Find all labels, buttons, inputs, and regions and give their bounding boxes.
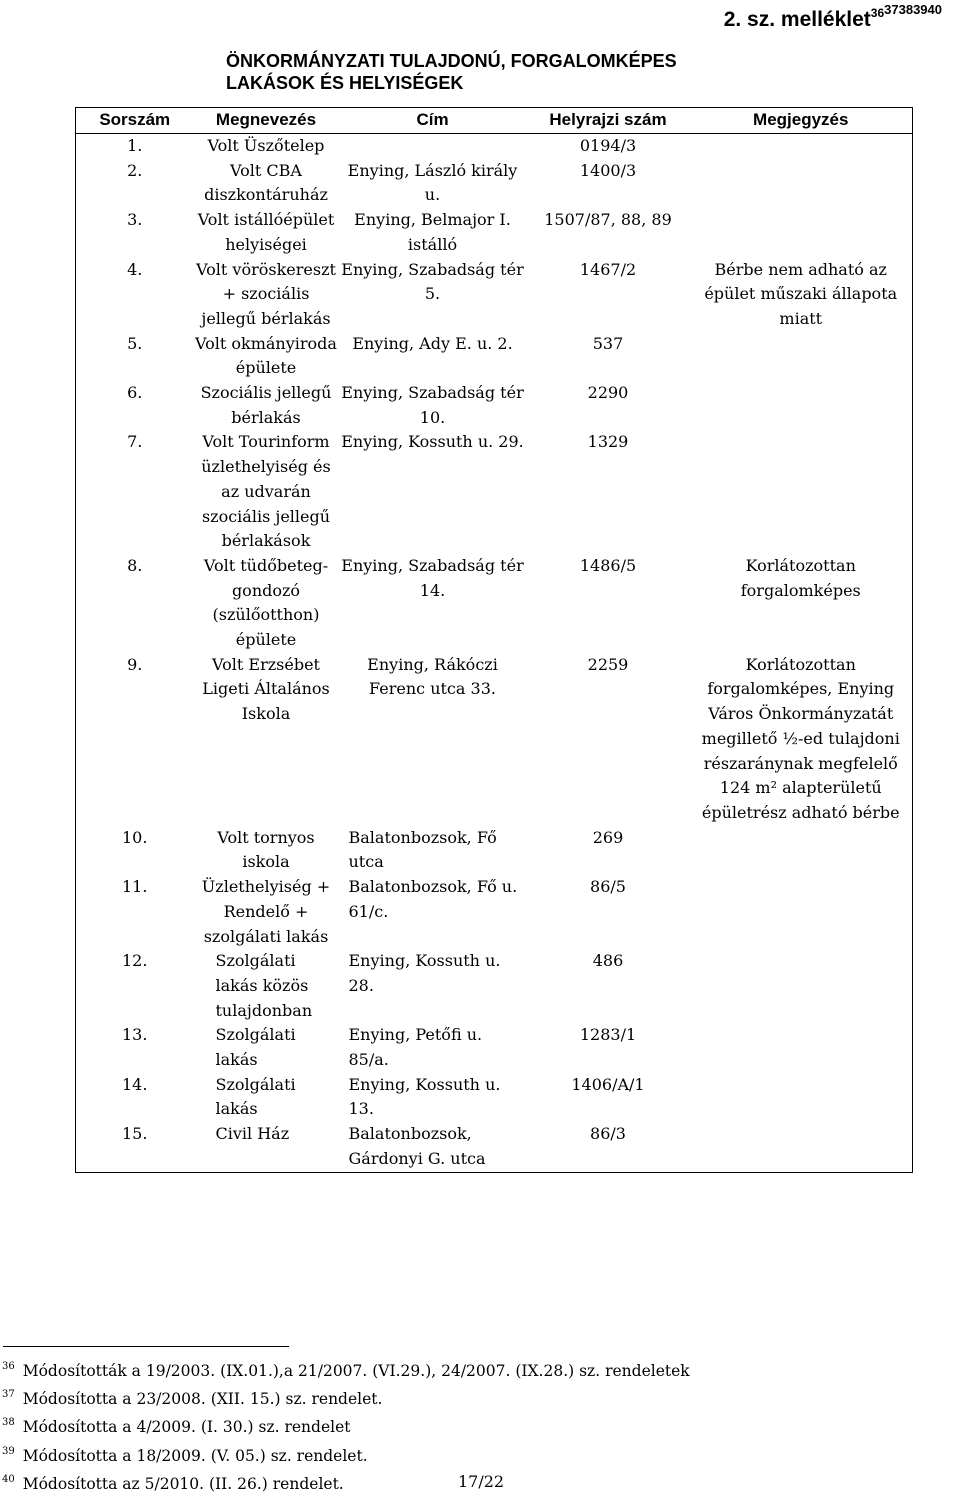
row-name: Üzlethelyiség + Rendelő + szolgálati lakás	[201, 877, 331, 946]
table-row	[76, 826, 913, 875]
property-table	[75, 107, 913, 1173]
table-row	[76, 875, 913, 949]
footnote-ref: 38	[2, 1417, 15, 1429]
footnote-separator	[3, 1346, 289, 1347]
row-address: Balatonbozsok, Fő utca	[348, 827, 497, 872]
row-name: Volt okmányiroda épülete	[195, 333, 337, 378]
row-note	[690, 430, 913, 554]
row-note	[690, 381, 913, 430]
row-name: Volt Tourinform üzlethelyiség és az udvarán szociális jellegű bérlakások	[201, 432, 331, 551]
footnote	[2, 1355, 690, 1383]
row-number: 10.	[76, 826, 194, 875]
row-address: Enying, László király u.	[347, 160, 518, 205]
footnote	[2, 1440, 690, 1468]
footnote-text: Módosította az 5/2010. (II. 26.) rendelet.	[22, 1474, 344, 1493]
row-lot-number: 86/3	[527, 1122, 690, 1172]
row-name: Civil Ház	[194, 1122, 339, 1172]
row-name: Volt tüdőbeteg-gondozó (szülőotthon) épülete	[203, 555, 329, 650]
row-address: Enying, Petőfi u. 85/a.	[348, 1025, 483, 1070]
footnote-text: Módosította a 23/2008. (XII. 15.) sz. rendelet.	[22, 1390, 383, 1409]
footnote-ref: 40	[2, 1473, 15, 1485]
row-address: Enying, Szabadság tér 14.	[341, 555, 524, 600]
row-note: Bérbe nem adható az épület műszaki állapota miatt	[690, 258, 913, 332]
footnote-ref: 36	[2, 1361, 15, 1372]
row-number: 15.	[76, 1122, 194, 1172]
table-row	[76, 554, 913, 653]
footnote-text: Módosította a 4/2009. (I. 30.) sz. rendelet	[22, 1418, 351, 1437]
row-name: Volt Üszőtelep	[207, 136, 325, 155]
row-number: 8.	[76, 554, 194, 653]
row-lot-number: 2259	[587, 654, 629, 674]
row-address: Enying, Szabadság tér 10.	[341, 383, 524, 427]
header-megnevezes: Megnevezés	[194, 108, 339, 134]
row-note	[690, 134, 913, 159]
table-row	[76, 208, 913, 257]
table-row	[76, 653, 913, 826]
row-number: 12.	[76, 949, 194, 1023]
header-megjegyzes: Megjegyzés	[690, 108, 913, 134]
row-address: Enying, Szabadság tér 5.	[341, 259, 524, 304]
row-address: Enying, Ady E. u. 2.	[352, 333, 513, 353]
row-lot-number: 537	[592, 333, 624, 353]
row-lot-number: 486	[592, 951, 624, 971]
row-name: Volt Erzsébet Ligeti Általános Iskola	[202, 654, 330, 724]
row-lot-number: 1406/A/1	[571, 1074, 645, 1094]
row-number: 6.	[76, 381, 194, 430]
footnote	[2, 1383, 690, 1411]
table-row	[76, 332, 913, 381]
row-note	[690, 1122, 913, 1172]
row-number: 7.	[76, 430, 194, 554]
header-sorszam: Sorszám	[76, 108, 194, 134]
annex-title: 2. sz. melléklet	[723, 8, 871, 31]
annex-label	[724, 2, 942, 32]
row-lot-number: 1467/2	[579, 259, 637, 279]
table-row	[76, 1023, 913, 1072]
header-helyrajzi-szam: Helyrajzi szám	[527, 108, 690, 134]
row-address	[339, 134, 527, 159]
row-name: Volt vöröskereszt + szociális jellegű bérlakás	[196, 259, 336, 328]
row-address: Enying, Kossuth u. 28.	[348, 951, 501, 995]
row-number: 4.	[76, 258, 194, 332]
footnote-text: Módosította a 18/2009. (V. 05.) sz. rendelet.	[22, 1446, 368, 1465]
footnotes	[2, 1355, 690, 1496]
row-address: Enying, Kossuth u. 13.	[348, 1074, 501, 1119]
row-note	[690, 208, 913, 257]
row-name: Szociális jellegű bérlakás	[200, 383, 332, 427]
heading-line-2: LAKÁSOK ÉS HELYISÉGEK	[226, 73, 464, 93]
row-name: Volt tornyos iskola	[217, 827, 315, 872]
header-cim: Cím	[339, 108, 527, 134]
page-number: 17/22	[458, 1472, 505, 1491]
row-lot-number: 1283/1	[579, 1025, 637, 1045]
row-lot-number: 269	[592, 827, 624, 847]
row-name: Szolgálati lakás	[215, 1074, 296, 1119]
row-address: Enying, Rákóczi Ferenc utca 33.	[367, 654, 498, 699]
row-note	[690, 1073, 913, 1122]
row-name: Volt istállóépület helyiségei	[197, 210, 335, 254]
row-lot-number: 0194/3	[579, 136, 637, 155]
row-number: 9.	[76, 653, 194, 826]
row-lot-number: 1329	[587, 432, 629, 452]
document-heading	[226, 50, 677, 94]
row-number: 11.	[76, 875, 194, 949]
row-name: Szolgálati lakás közös tulajdonban	[215, 951, 313, 1020]
table-row	[76, 258, 913, 332]
row-note: Korlátozottan forgalomképes	[690, 554, 913, 653]
row-lot-number: 86/5	[590, 877, 626, 897]
row-lot-number: 1400/3	[579, 160, 637, 180]
table-row	[76, 134, 913, 159]
table-row	[76, 159, 913, 208]
footnote-ref: 37	[2, 1389, 15, 1401]
row-address: Enying, Kossuth u. 29.	[341, 432, 524, 452]
row-note	[690, 949, 913, 1023]
row-lot-number: 1507/87, 88, 89	[544, 210, 672, 230]
footnote-ref: 39	[2, 1445, 15, 1457]
heading-line-1: ÖNKORMÁNYZATI TULAJDONÚ, FORGALOMKÉPES	[226, 51, 677, 71]
row-number: 13.	[76, 1023, 194, 1072]
row-note	[690, 826, 913, 875]
row-note	[690, 332, 913, 381]
table-row	[76, 949, 913, 1023]
row-note	[690, 875, 913, 949]
row-number: 5.	[76, 332, 194, 381]
annex-note-refs: 3637383940	[870, 2, 942, 20]
row-note: Korlátozottan forgalomképes, Enying Város Önkormányzatát megillető ½-ed tulajdoni részaránynak megfelelő 124 m² alapterületű épületrész adható bérbe	[690, 653, 913, 826]
table-header-row	[76, 108, 913, 134]
row-name: Volt CBA diszkontáruház	[204, 160, 328, 205]
table-row	[76, 1122, 913, 1172]
footnote-text: Módosították a 19/2003. (IX.01.),a 21/2007. (VI.29.), 24/2007. (IX.28.) sz. rendeletek	[22, 1362, 690, 1380]
row-address: Enying, Belmajor I. istálló	[354, 210, 511, 254]
row-lot-number: 2290	[587, 383, 629, 403]
footnote	[2, 1468, 690, 1496]
row-number: 2.	[76, 159, 194, 208]
row-name: Szolgálati lakás	[215, 1025, 296, 1070]
row-address: Balatonbozsok, Gárdonyi G. utca	[339, 1122, 527, 1172]
table-row	[76, 1073, 913, 1122]
row-note	[690, 1023, 913, 1072]
row-note	[690, 159, 913, 208]
row-number: 14.	[76, 1073, 194, 1122]
table-row	[76, 430, 913, 554]
row-address: Balatonbozsok, Fő u. 61/c.	[348, 877, 518, 921]
row-lot-number: 1486/5	[579, 555, 637, 575]
table-row	[76, 381, 913, 430]
row-number: 3.	[76, 208, 194, 257]
footnote	[2, 1411, 690, 1439]
row-number: 1.	[76, 134, 194, 159]
